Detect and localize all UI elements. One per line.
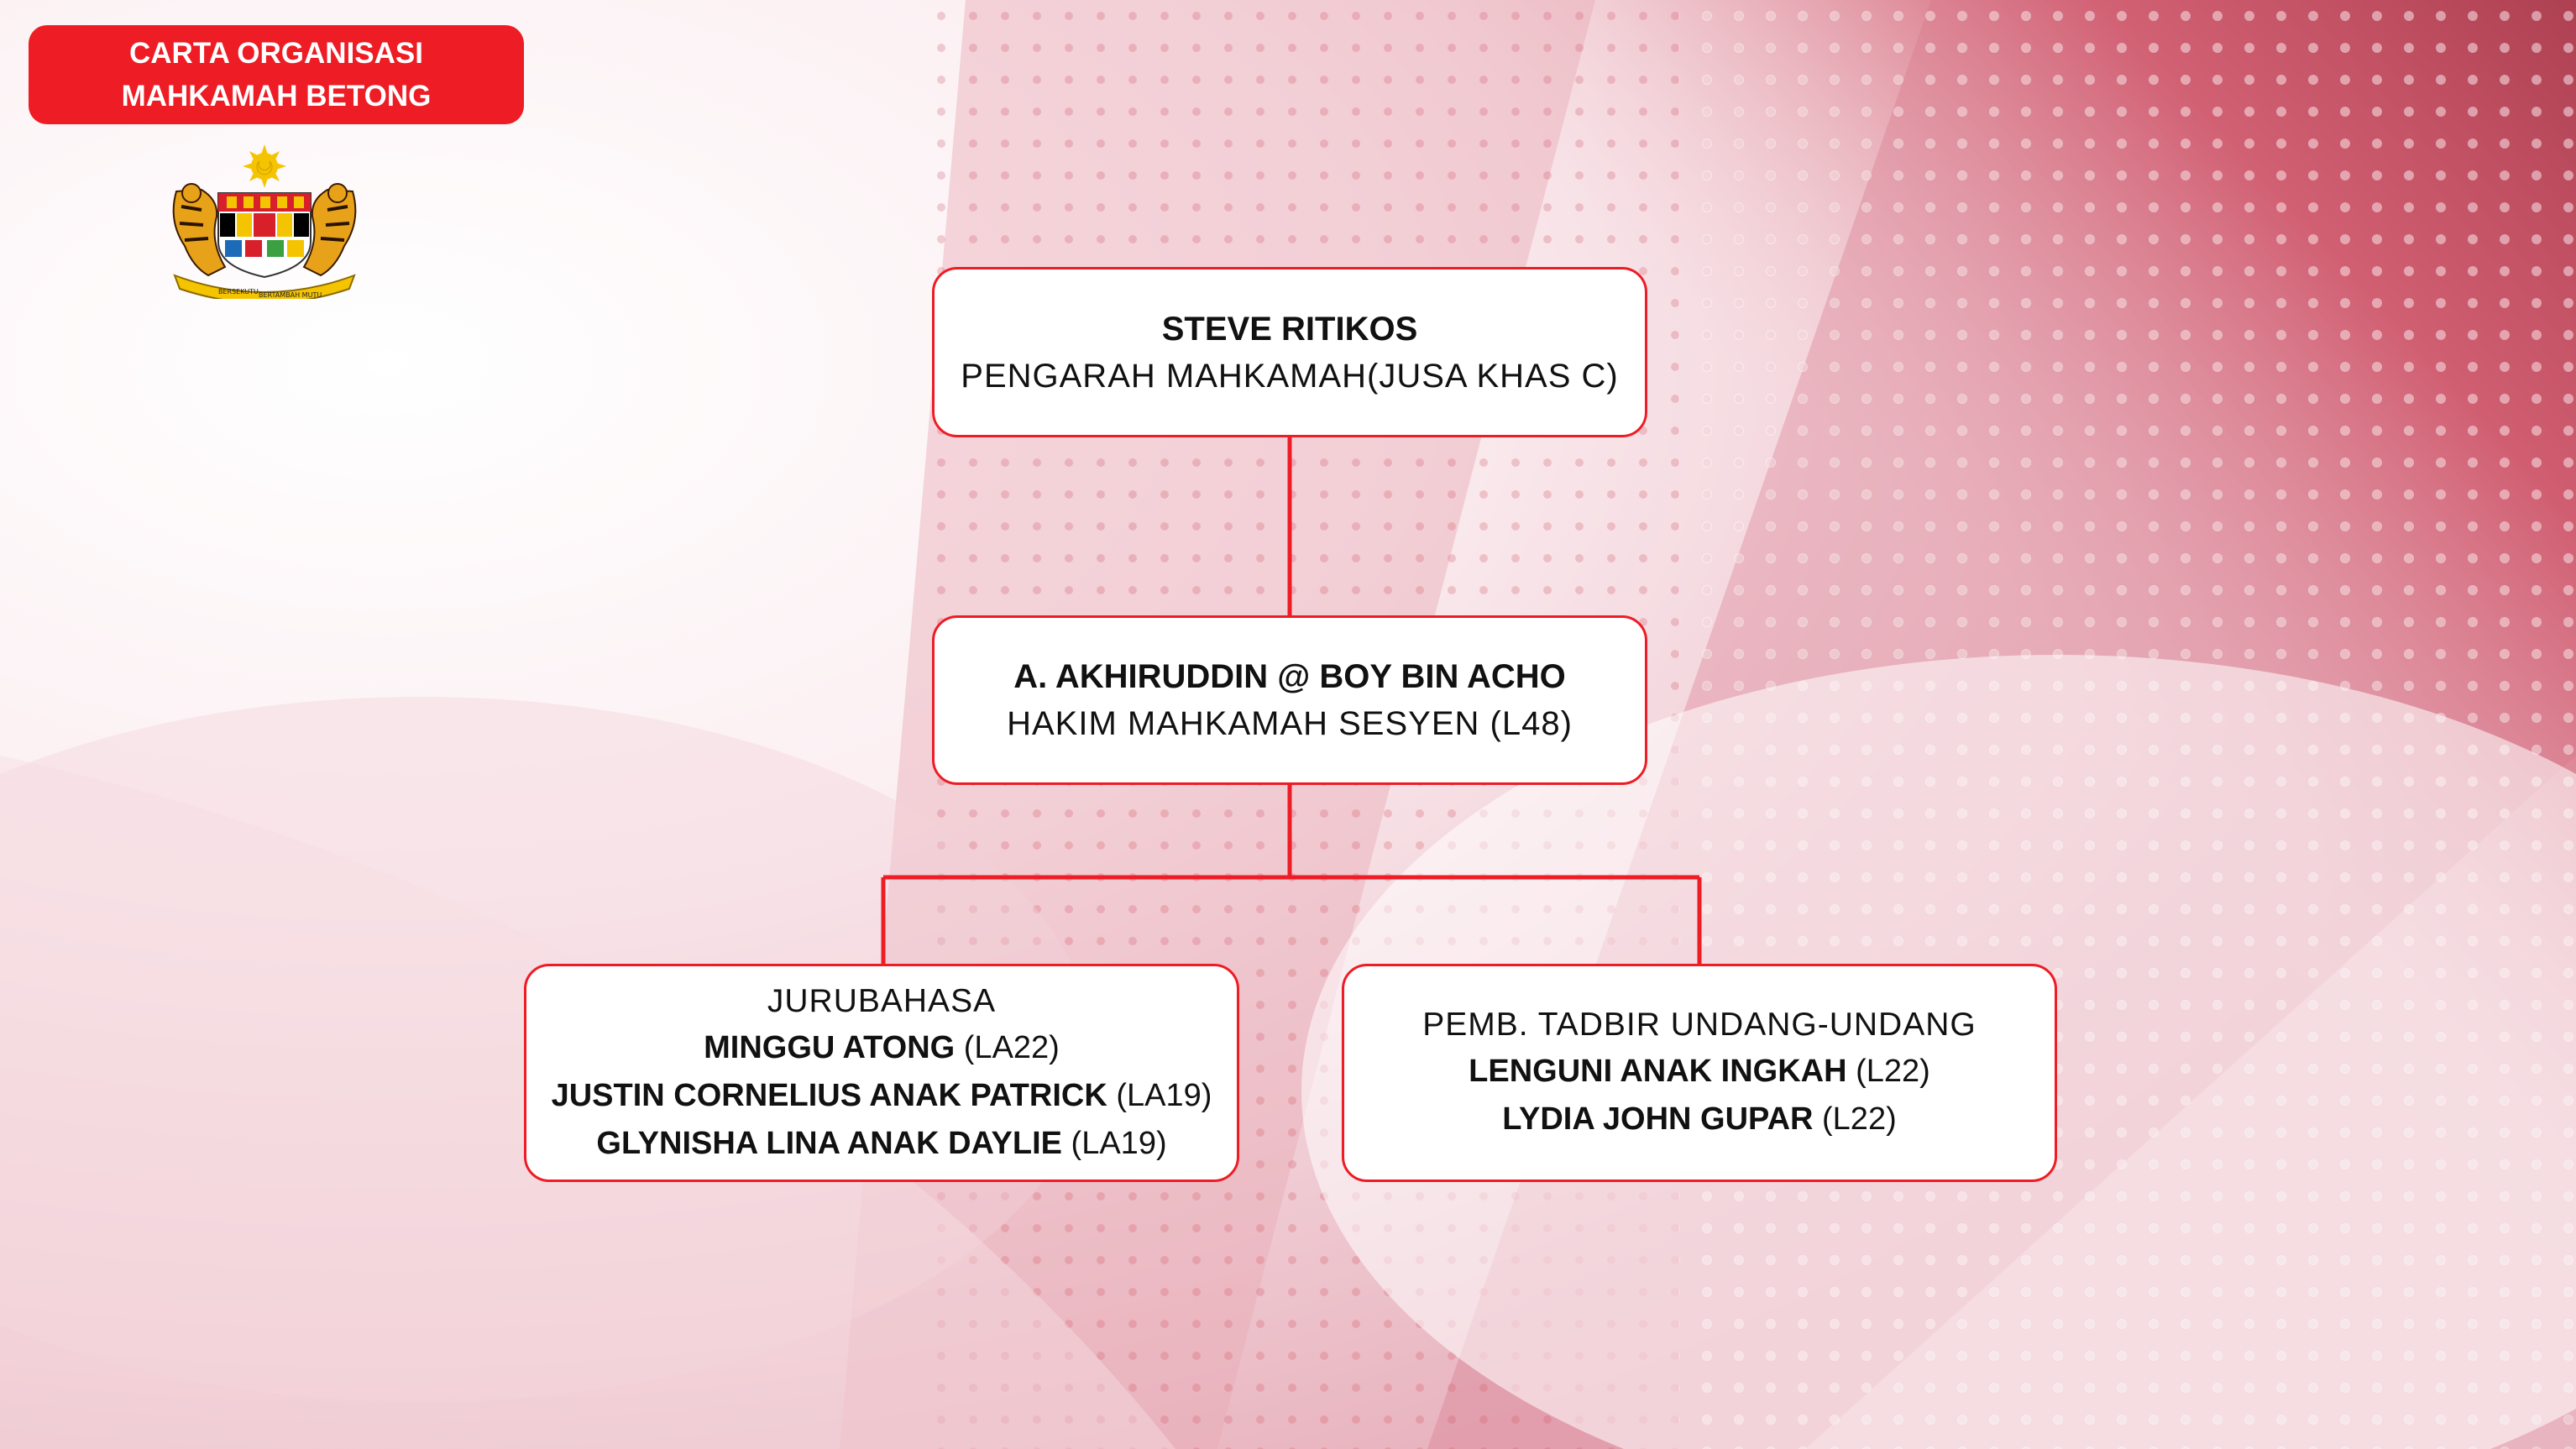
director-name: STEVE RITIKOS [1161,310,1418,348]
org-node-interpreters [524,964,1239,1182]
svg-text:BERSEKUTU: BERSEKUTU [218,288,259,296]
member-name: LENGUNI ANAK INGKAH [1469,1054,1847,1089]
org-node-judge [932,615,1647,785]
interpreter-member [526,1024,1237,1072]
member-name: LYDIA JOHN GUPAR [1502,1101,1814,1137]
judge-role: HAKIM MAHKAMAH SESYEN (L48) [1007,705,1573,742]
interpreter-member [526,1072,1237,1120]
member-grade: (LA19) [1071,1125,1167,1161]
org-node-legal-admin [1342,964,2057,1182]
member-grade: (LA19) [1116,1077,1212,1113]
legal-admin-title: PEMB. TADBIR UNDANG-UNDANG [1422,1007,1977,1043]
org-node-director [932,267,1647,437]
interpreter-member [526,1120,1237,1168]
judge-name: A. AKHIRUDDIN @ BOY BIN ACHO [1013,658,1566,695]
director-role: PENGARAH MAHKAMAH(JUSA KHAS C) [961,357,1619,395]
interpreters-title: JURUBAHASA [767,982,997,1019]
member-grade: (L22) [1822,1101,1897,1137]
svg-text:BERTAMBAH MUTU: BERTAMBAH MUTU [259,291,322,299]
legal-admin-member [1344,1096,2055,1143]
chart-title-line2: MAHKAMAH BETONG [121,80,432,112]
legal-admin-member [1344,1048,2055,1096]
member-name: JUSTIN CORNELIUS ANAK PATRICK [551,1077,1107,1113]
member-grade: (L22) [1856,1054,1930,1089]
member-name: GLYNISHA LINA ANAK DAYLIE [596,1125,1062,1161]
member-grade: (LA22) [963,1029,1060,1065]
chart-title-line1: CARTA ORGANISASI [129,37,423,70]
member-name: MINGGU ATONG [704,1029,956,1065]
